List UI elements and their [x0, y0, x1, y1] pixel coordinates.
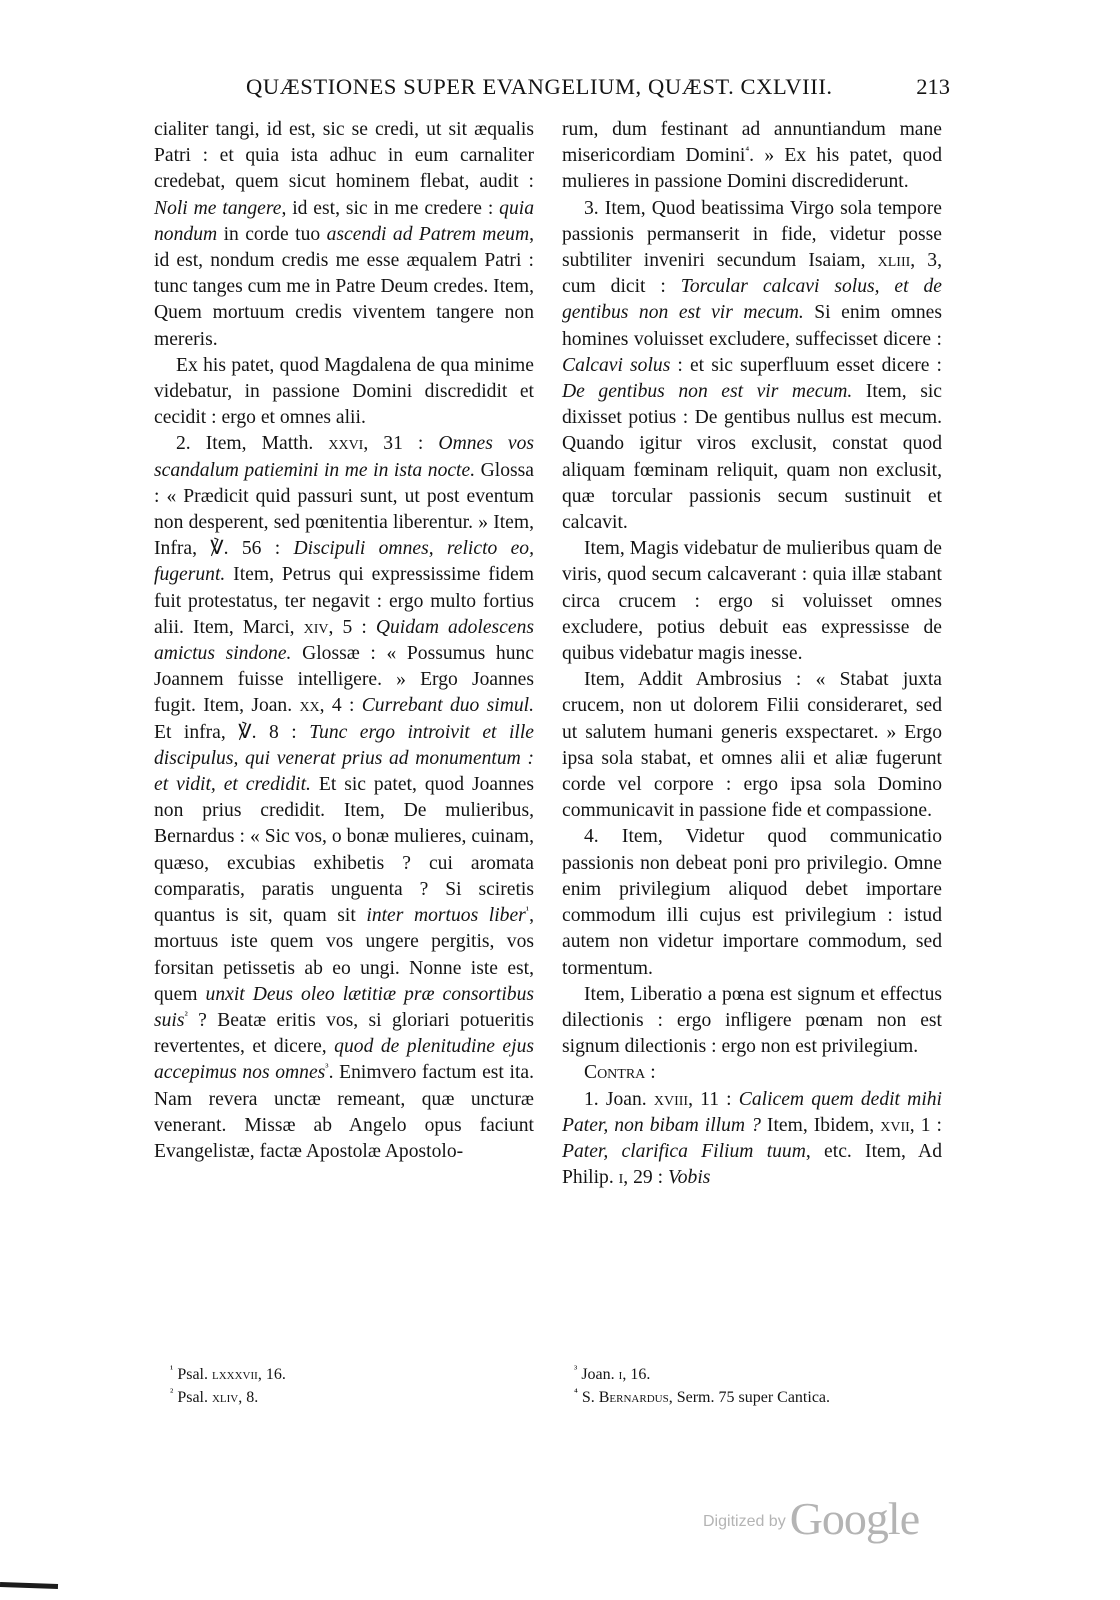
italic-quote: ascendi ad Patrem meum: [326, 223, 530, 245]
small-caps-text: Bernardus: [598, 1389, 669, 1406]
text-run: , 4 :: [319, 695, 362, 717]
paragraph: [154, 353, 534, 432]
footnotes-left: [170, 1363, 550, 1409]
text-run: in corde tuo: [217, 223, 327, 245]
text-run: ? Beatæ eritis vos, si gloriari potueritis revertentes, et dicere,: [154, 1009, 534, 1058]
paragraph: [562, 1060, 942, 1086]
text-run: rum, dum festinant ad annuntiandum mane misericordiam Domini: [562, 119, 942, 167]
italic-quote: unxit Deus oleo lætitiæ præ consortibus suis: [154, 983, 534, 1031]
text-run: , 31 :: [363, 433, 439, 455]
text-run: , 3, cum dicit :: [562, 250, 942, 298]
text-run: , etc. Item, Ad Philip.: [562, 1140, 942, 1189]
watermark-brand: Google: [789, 1493, 920, 1544]
text-run: , 8.: [238, 1389, 259, 1406]
italic-quote: Vobis: [667, 1167, 711, 1189]
italic-quote: Calicem quem dedit mihi Pater, non bibam illum ?: [562, 1088, 943, 1136]
text-run: Item, Petrus qui expressissime fidem fuit protestatus, ter negavit : ergo multo fortius alii. Item, Marci,: [154, 564, 534, 638]
italic-quote: quia nondum: [154, 197, 534, 245]
text-run: : et sic superfluum esset dicere :: [670, 354, 942, 376]
italic-quote: Pater, clarifica Filium tuum: [562, 1140, 806, 1162]
running-title: QUÆSTIONES SUPER EVANGELIUM, QUÆST. CXLVIII.: [246, 74, 833, 99]
paragraph: [562, 982, 942, 1061]
small-caps-text: xx: [299, 695, 320, 717]
scan-edge-mark: [0, 1582, 58, 1589]
text-run: 1. Joan.: [584, 1088, 654, 1110]
small-caps-text: Contra :: [584, 1062, 656, 1084]
paragraph: [562, 536, 942, 667]
text-run: Joan.: [581, 1366, 619, 1383]
text-run: , 29 :: [623, 1167, 668, 1189]
italic-quote: Quidam adolescens amictus sindone.: [154, 616, 534, 665]
paragraph: [154, 431, 534, 1165]
italic-quote: Torcular calcavi solus, et de gentibus non est vir mecum.: [562, 276, 942, 324]
text-run: Et infra, ℣. 8 :: [154, 721, 310, 743]
text-run: Psal.: [177, 1366, 212, 1383]
text-column-left: [154, 117, 534, 1165]
italic-quote: inter mortuos liber: [366, 905, 526, 927]
italic-quote: Discipuli omnes, relicto eo, fugerunt.: [154, 538, 535, 586]
text-run: Item, Addit Ambrosius : « Stabat juxta crucem, non ut dolorem Filii consideraret, sed ut salutem humani generis exspectaret. » Ergo ipsa sola stabat, et omnes alii et aliæ fugerunt corde vel corpore : ergo ipsa sola Domino communicavit in passione fide et compassione.: [562, 669, 942, 822]
paragraph: [562, 196, 942, 537]
text-run: Et sic patet, quod Joannes non prius credidit. Item, De mulieribus, Bernardus : « Sic vos, o bonæ mulieres, cuinam, quæso, excubias exhibetis ? cui aromata comparatis, paratis unguenta ? Si sciretis quantus is sit, quam sit: [154, 774, 534, 927]
footnote: [574, 1386, 954, 1409]
text-run: cialiter tangi, id est, sic se credi, ut sit æqualis Patri : et quia ista adhuc in eum carnaliter credebat, quem sicut hominem flebat, audit :: [154, 119, 534, 193]
footnote-ref: ¹: [525, 904, 530, 917]
text-run: , id est, nondum credis me esse æqualem Patri : tunc tanges cum me in Patre Deum credes. Item, Quem mortuum credis viventem tangere non mereris.: [154, 223, 534, 350]
italic-quote: quod de plenitudine ejus accepimus nos omnes: [154, 1036, 534, 1084]
text-run: 3. Item, Quod beatissima Virgo sola tempore passionis permanserit in fide, videtur posse subtiliter inveniri secundum Isaiam,: [562, 197, 942, 272]
text-run: . » Ex his patet, quod mulieres in passione Domini discrediderunt.: [562, 145, 942, 193]
text-run: Ex his patet, quod Magdalena de qua minime videbatur, in passione Domini discredidit et cecidit : ergo et omnes alii.: [154, 354, 534, 429]
text-run: Glossa : « Prædicit quid passuri sunt, ut post eventum non desperent, sed pœnitentia liberentur. » Item, Infra, ℣. 56 :: [154, 459, 534, 560]
italic-quote: Calcavi solus: [562, 354, 671, 376]
footnote-mark: ⁴: [574, 1386, 578, 1399]
footnotes-right: [574, 1363, 954, 1409]
italic-quote: De gentibus non est vir mecum.: [562, 381, 853, 403]
footnote: [574, 1363, 954, 1386]
text-run: . Enimvero factum est ita. Nam revera unctæ remeant, quæ uncturæ venerant. Missæ ab Angelo opus faciunt Evangelistæ, factæ Apostolæ Apostolo-: [154, 1062, 534, 1162]
text-run: , mortuus iste quem vos ungere pergitis, vos forsitan petissetis ab eo ungi. Nonne iste est, quem: [154, 905, 534, 1005]
small-caps-text: i: [618, 1167, 624, 1189]
footnote: [170, 1386, 550, 1409]
footnote-ref: ²: [184, 1009, 188, 1022]
digitized-watermark: [703, 1492, 919, 1542]
footnote-mark: ³: [574, 1363, 578, 1376]
text-run: , Serm. 75 super Cantica.: [668, 1389, 831, 1406]
small-caps-text: xvii: [880, 1114, 910, 1136]
text-run: S.: [581, 1389, 599, 1406]
small-caps-text: xiv: [303, 616, 329, 638]
text-run: 4. Item, Videtur quod communicatio passionis non debeat poni pro privilegio. Omne enim privilegium aliquod debet importare commodum illi cujus est privilegium : istud autem non videtur importare commodum, sed tormentum.: [562, 826, 942, 979]
watermark-prefix: Digitized by: [703, 1513, 786, 1530]
text-run: Item, Ibidem,: [760, 1114, 881, 1136]
small-caps-text: xliii: [877, 250, 911, 272]
text-run: Psal.: [177, 1389, 212, 1406]
running-header: [150, 74, 950, 106]
text-run: , 5 :: [328, 616, 376, 638]
paragraph: [562, 667, 942, 824]
paragraph: [562, 824, 942, 981]
text-run: Item, sic dixisset potius : De gentibus nullus est mecum. Quando igitur viros exclusit, constat quod aliquam fœminam reliquit, quam non exclusit, quæ torcular passionis secum sustinuit et calcavit.: [562, 381, 943, 534]
text-run: Item, Magis videbatur de mulieribus quam de viris, quod secum calcaverant : quia illæ stabant circa crucem : ergo si voluisset omnes excludere, potius debuit eas expressisse de quibus videbatur magis inesse.: [562, 538, 942, 665]
text-run: Item, Liberatio a pœna est signum et effectus dilectionis : ergo infligere pœnam non est signum dilectionis : ergo non est privilegium.: [562, 983, 942, 1058]
small-caps-text: xxvi: [328, 433, 364, 455]
text-run: , 1 :: [909, 1114, 943, 1136]
footnote-ref: ⁴: [745, 144, 750, 157]
italic-quote: Noli me tangere: [154, 197, 282, 219]
italic-quote: Omnes vos scandalum patiemini in me in ista nocte.: [154, 433, 535, 481]
text-run: , 16.: [622, 1366, 651, 1383]
text-run: 2. Item, Matth.: [176, 433, 329, 455]
italic-quote: Currebant duo simul.: [361, 695, 535, 717]
paragraph: [562, 1087, 942, 1192]
small-caps-text: xviii: [653, 1088, 689, 1110]
footnote-mark: ¹: [170, 1363, 174, 1376]
page-number: 213: [916, 74, 950, 99]
footnote: [170, 1363, 550, 1386]
text-run: Glossæ : « Possumus hunc Joannem fuisse intelligere. » Ergo Joannes fugit. Item, Joan.: [154, 643, 535, 717]
footnote-ref: ³: [325, 1061, 329, 1074]
small-caps-text: i: [618, 1366, 623, 1383]
text-run: , id est, sic in me credere :: [281, 197, 500, 219]
small-caps-text: xliv: [211, 1389, 239, 1406]
paragraph: [562, 117, 942, 196]
small-caps-text: lxxxvii: [211, 1366, 258, 1383]
footnote-mark: ²: [170, 1386, 174, 1399]
paragraph: [154, 117, 534, 353]
italic-quote: Tunc ergo introivit et ille discipulus, qui venerat prius ad monumentum : et vidit, et credidit.: [154, 721, 534, 796]
text-run: Si enim omnes homines voluisset excludere, suffecisset dicere :: [562, 302, 942, 350]
text-run: , 16.: [257, 1366, 286, 1383]
text-column-right: [562, 117, 942, 1191]
text-run: , 11 :: [688, 1088, 739, 1110]
